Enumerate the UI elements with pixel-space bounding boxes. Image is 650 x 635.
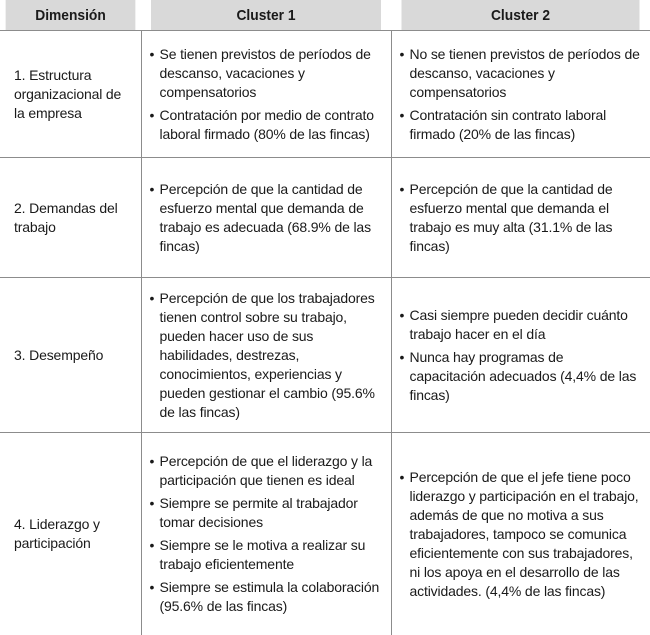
cluster-2-cell xyxy=(391,158,650,278)
list-item: • Contratación sin contrato laboral firmado (20% de las fincas) xyxy=(400,106,643,144)
list-item: • Percepción de que los trabajadores tienen control sobre su trabajo, pueden hacer uso de sus habilidades, destrezas, conocimientos, experiencias y pueden gestionar el cambio (95.6% de las fincas) xyxy=(150,289,383,422)
list-item: • Siempre se le motiva a realizar su trabajo eficientemente xyxy=(150,536,383,574)
list-item: • Percepción de que la cantidad de esfuerzo mental que demanda de trabajo es adecuada (68.9% de las fincas) xyxy=(150,180,383,256)
list-item: • Casi siempre pueden decidir cuánto trabajo hacer en el día xyxy=(400,306,643,344)
dimension-cell: 3. Desempeño xyxy=(0,278,141,433)
list-item: • Siempre se permite al trabajador tomar decisiones xyxy=(150,494,383,532)
table-body xyxy=(0,31,650,635)
header-cluster-2: Cluster 2 xyxy=(401,0,639,31)
table-row xyxy=(0,31,650,158)
cluster-2-cell xyxy=(391,278,650,433)
header-dimension: Dimensión xyxy=(6,0,136,31)
list-item: • Se tienen previstos de períodos de descanso, vacaciones y compensatorios xyxy=(150,45,383,102)
list-item: • No se tienen previstos de períodos de descanso, vacaciones y compensatorios xyxy=(400,45,643,102)
table-row xyxy=(0,278,650,433)
cluster-2-cell xyxy=(391,31,650,158)
list-item: • Percepción de que el jefe tiene poco liderazgo y participación en el trabajo, además de que no motiva a sus trabajadores, tampoco se comunica eficientemente con sus trabajadores, ni los apoya en el desarrollo de las actividades. (4,4% de las fincas) xyxy=(400,468,643,601)
cluster-1-cell xyxy=(141,158,391,278)
cluster-2-cell xyxy=(391,433,650,635)
table-header xyxy=(0,0,650,31)
list-item: • Siempre se estimula la colaboración (95.6% de las fincas) xyxy=(150,578,383,616)
cluster-1-cell xyxy=(141,278,391,433)
dimension-cell: 1. Estructura organizacional de la empresa xyxy=(0,31,141,158)
list-item: • Percepción de que la cantidad de esfuerzo mental que demanda el trabajo es muy alta (31.1% de las fincas) xyxy=(400,180,643,256)
table-row xyxy=(0,433,650,635)
dimension-cell: 4. Liderazgo y participación xyxy=(0,433,141,635)
header-row xyxy=(0,0,650,31)
list-item: • Contratación por medio de contrato laboral firmado (80% de las fincas) xyxy=(150,106,383,144)
list-item: • Nunca hay programas de capacitación adecuados (4,4% de las fincas) xyxy=(400,348,643,405)
list-item: • Percepción de que el liderazgo y la participación que tienen es ideal xyxy=(150,452,383,490)
table-row xyxy=(0,158,650,278)
cluster-1-cell xyxy=(141,433,391,635)
dimension-cell: 2. Demandas del trabajo xyxy=(0,158,141,278)
cluster-1-cell xyxy=(141,31,391,158)
header-cluster-1: Cluster 1 xyxy=(151,0,381,31)
